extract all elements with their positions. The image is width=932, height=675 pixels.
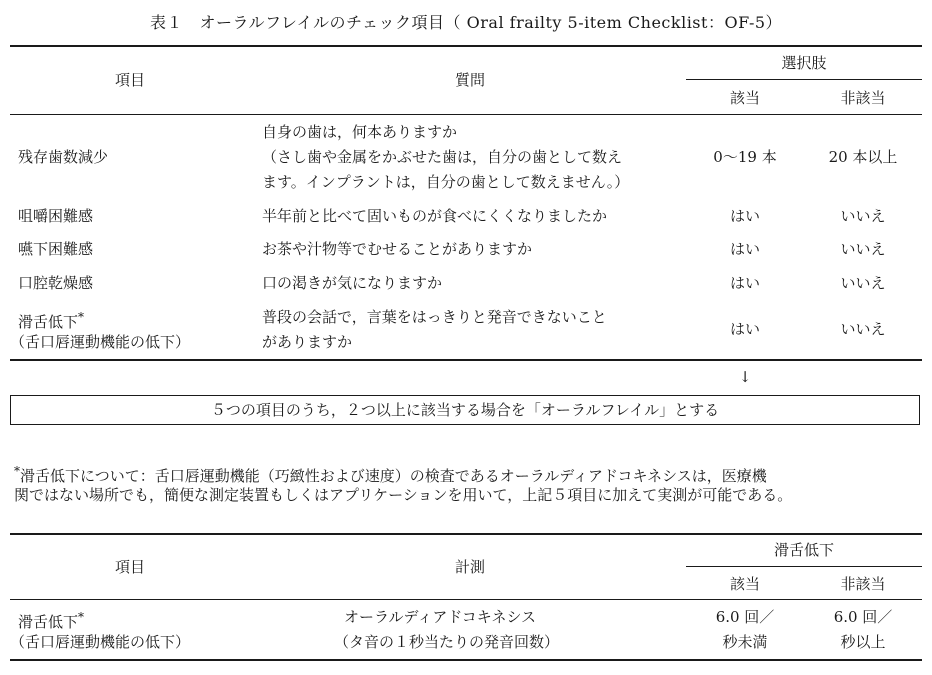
row-item-label: 滑舌低下: [18, 613, 79, 631]
table2-header-yes: 該当: [729, 575, 760, 593]
table1-top-rule: [10, 45, 922, 47]
row-question-line: お茶や汁物等でむせることがありますか: [262, 240, 533, 258]
row-yes: 0～19 本: [713, 148, 777, 166]
table1-bottom-rule: [10, 359, 922, 361]
footnote-line: [14, 460, 767, 487]
table2-header-group: 滑舌低下: [773, 541, 834, 559]
row-question-line: 口の渇きが気になりますか: [262, 274, 443, 292]
table2-header-rule: [10, 599, 922, 600]
row-no: いいえ: [840, 320, 886, 338]
row-yes: はい: [729, 274, 760, 292]
row-no-line: 秒以上: [840, 633, 886, 651]
table1-header-choices: 選択肢: [781, 54, 827, 72]
row-question-line: 自身の歯は，何本ありますか: [262, 123, 458, 141]
row-yes-line: 6.0 回／: [715, 608, 775, 626]
row-item: [18, 606, 84, 633]
row-question-line: 半年前と比べて固いものが食べにくくなりましたか: [262, 207, 608, 225]
row-item-label: 滑舌低下: [18, 313, 79, 331]
row-no-line: 6.0 回／: [833, 608, 893, 626]
row-yes: はい: [729, 240, 760, 258]
row-yes: はい: [729, 320, 760, 338]
row-item-sub: （舌口唇運動機能の低下）: [10, 333, 191, 351]
table1-choices-rule: [686, 79, 922, 80]
row-no: 20 本以上: [828, 148, 898, 166]
criterion-text: ５つの項目のうち，２つ以上に該当する場合を「オーラルフレイル」とする: [210, 401, 720, 419]
row-measure: オーラルディアドコキネシス: [344, 608, 537, 626]
criterion-box: [10, 395, 920, 425]
row-yes: はい: [729, 207, 760, 225]
row-item: [18, 306, 84, 333]
footnote-line: 関ではない場所でも，簡便な測定装置もしくはアプリケーションを用いて，上記５項目に加えて実測が可能である。: [14, 486, 793, 504]
table1-header-item: 項目: [114, 71, 145, 89]
footnote-mark: *: [14, 464, 20, 478]
row-item: 口腔乾燥感: [18, 274, 94, 292]
table-title: 表１ オーラルフレイルのチェック項目（ Oral frailty 5-item Checklist：OF-5）: [149, 13, 783, 32]
footnote-mark: *: [78, 610, 85, 624]
row-item: 咀嚼困難感: [18, 207, 94, 225]
row-question-line: （さし歯や金属をかぶせた歯は，自分の歯として数え: [262, 148, 623, 166]
row-no: いいえ: [840, 274, 886, 292]
row-question-line: ます。インプラントは，自分の歯として数えません。）: [262, 173, 630, 191]
row-no: いいえ: [840, 240, 886, 258]
row-question-line: がありますか: [262, 333, 353, 351]
row-item-sub: （舌口唇運動機能の低下）: [10, 633, 191, 651]
table2-header-no: 非該当: [840, 575, 886, 593]
row-measure-sub: （タ音の１秒当たりの発音回数）: [334, 633, 560, 651]
footnote-text: 滑舌低下について：舌口唇運動機能（巧緻性および速度）の検査であるオーラルディアドコキネシスは，医療機: [20, 467, 767, 485]
table2-bottom-rule: [10, 659, 922, 661]
table1-header-yes: 該当: [729, 89, 760, 107]
down-arrow: ↓: [738, 368, 752, 386]
row-question-line: 普段の会話で，言葉をはっきりと発音できないこと: [262, 308, 607, 326]
table1-header-no: 非該当: [840, 89, 886, 107]
table2-header-item: 項目: [114, 558, 145, 576]
row-no: いいえ: [840, 207, 886, 225]
table2-top-rule: [10, 533, 922, 535]
table1-header-rule: [10, 114, 922, 115]
footnote-mark: *: [78, 310, 85, 324]
row-item: 嚥下困難感: [18, 240, 94, 258]
row-yes-line: 秒未満: [722, 633, 768, 651]
table2-group-rule: [686, 566, 922, 567]
row-item: 残存歯数減少: [18, 148, 109, 166]
table1-header-question: 質問: [454, 71, 485, 89]
table2-header-measure: 計測: [454, 558, 485, 576]
